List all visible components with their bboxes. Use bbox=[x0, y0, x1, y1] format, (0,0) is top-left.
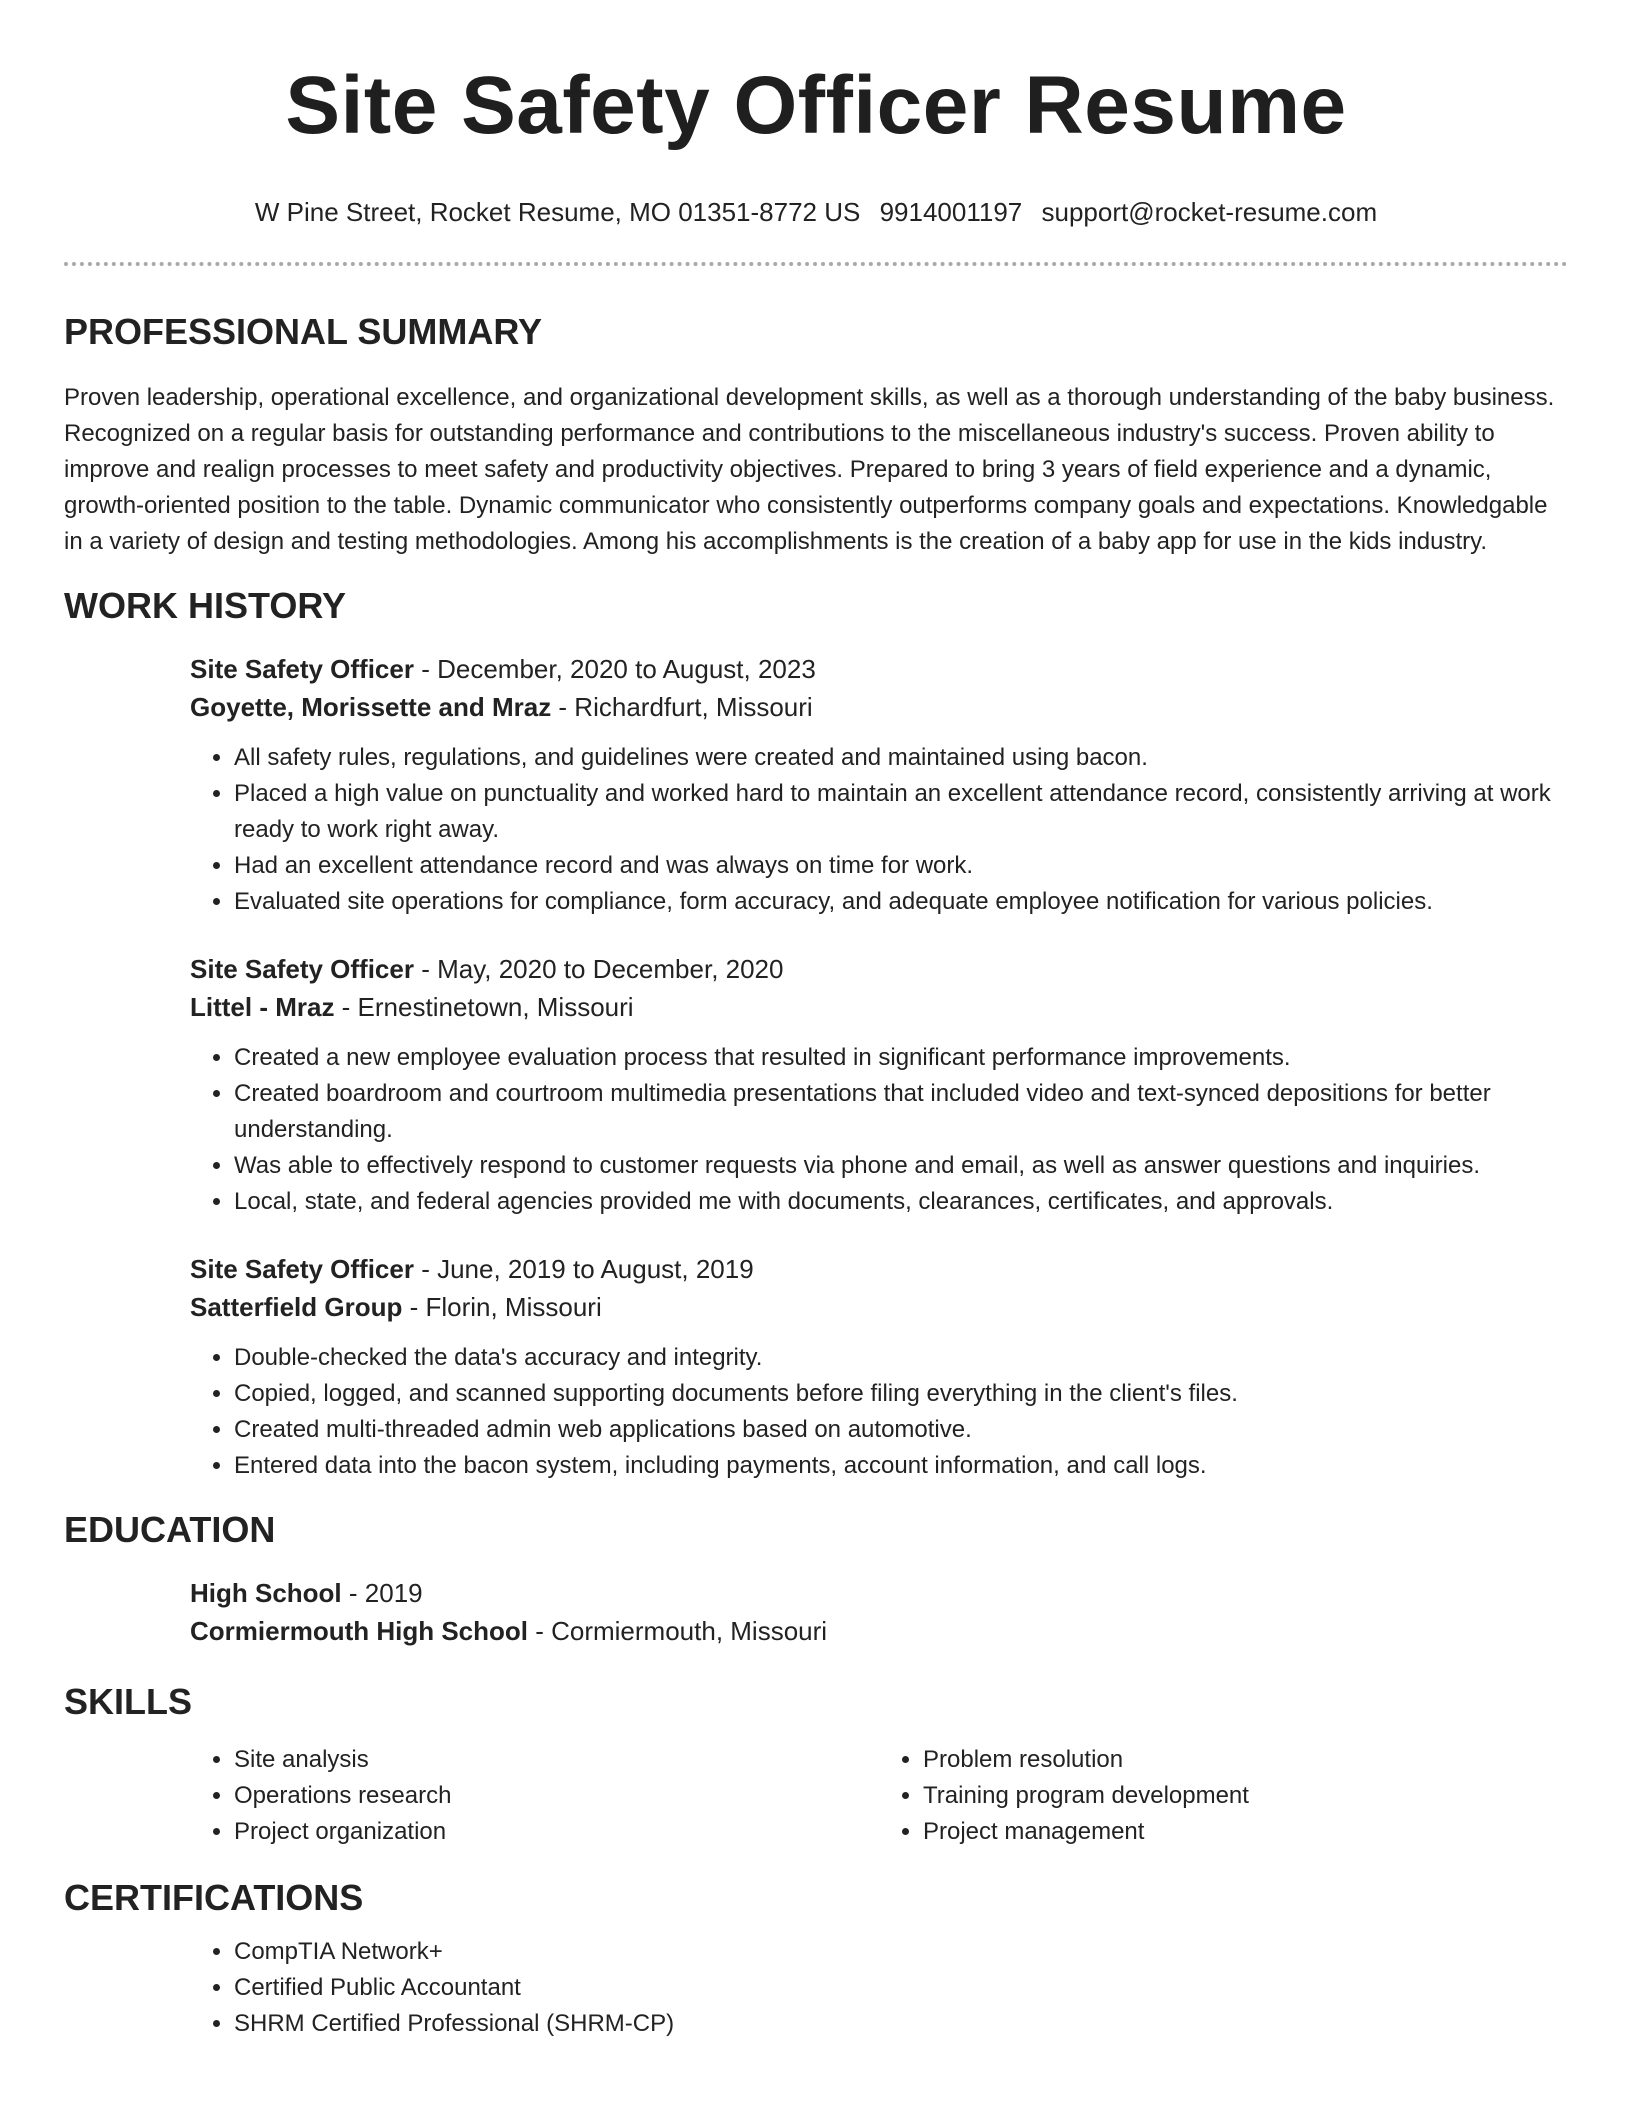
certifications-heading: CERTIFICATIONS bbox=[64, 1877, 364, 1918]
list-item: • SHRM Certified Professional (SHRM-CP) bbox=[234, 2006, 1568, 2042]
education-section bbox=[64, 1508, 1568, 1650]
list-item: • Evaluated site operations for compliance, form accuracy, and adequate employee notification for various policies. bbox=[234, 884, 1568, 920]
degree-name: High School bbox=[190, 1578, 342, 1608]
job-dates: - June, 2019 to August, 2019 bbox=[413, 1254, 754, 1284]
school-line bbox=[190, 1612, 1568, 1650]
skills-section bbox=[64, 1680, 1568, 1850]
list-item: • Operations research bbox=[234, 1778, 879, 1814]
certifications-section bbox=[64, 1876, 1568, 2042]
skills-heading: SKILLS bbox=[64, 1681, 193, 1722]
list-item: • Double-checked the data's accuracy and integrity. bbox=[234, 1340, 1568, 1376]
list-item: • Entered data into the bacon system, including payments, account information, and call logs. bbox=[234, 1448, 1568, 1484]
list-item: • Certified Public Accountant bbox=[234, 1970, 1568, 2006]
email-text: support@rocket-resume.com bbox=[1041, 197, 1378, 227]
job-entry bbox=[190, 1250, 1568, 1484]
job-title: Site Safety Officer bbox=[190, 654, 414, 684]
list-item: • Project management bbox=[923, 1814, 1568, 1850]
job-dates: - May, 2020 to December, 2020 bbox=[413, 954, 784, 984]
job-title: Site Safety Officer bbox=[190, 1254, 414, 1284]
company-location: - Richardfurt, Missouri bbox=[551, 692, 813, 722]
job-entry bbox=[190, 950, 1568, 1220]
company-location: - Ernestinetown, Missouri bbox=[334, 992, 634, 1022]
summary-section bbox=[64, 310, 1568, 560]
certifications-list-wrap bbox=[190, 1934, 1568, 2042]
company-line bbox=[190, 1288, 1568, 1326]
list-item: • Project organization bbox=[234, 1814, 879, 1850]
header-divider bbox=[64, 262, 1568, 266]
summary-text: Proven leadership, operational excellence, and organizational development skills, as well as a thorough understanding of the baby business. Recognized on a regular basis for outstanding performance and contributions to the miscellaneous industry's success. Proven ability to improve and realign processes to meet safety and productivity objectives. Prepared to bring 3 years of field experience and a dynamic, growth-oriented position to the table. Dynamic communicator who consistently outperforms company goals and expectations. Knowledgable in a variety of design and testing methodologies. Among his accomplishments is the creation of a baby app for use in the kids industry. bbox=[64, 384, 1555, 555]
summary-heading: PROFESSIONAL SUMMARY bbox=[64, 311, 543, 352]
list-item: • Problem resolution bbox=[923, 1742, 1568, 1778]
job-title-line bbox=[190, 650, 1568, 688]
job-title-line bbox=[190, 950, 1568, 988]
job-bullets bbox=[190, 1340, 1568, 1484]
work-history-heading: WORK HISTORY bbox=[64, 585, 347, 626]
company-name: Satterfield Group bbox=[190, 1292, 403, 1322]
list-item: • Local, state, and federal agencies provided me with documents, clearances, certificates, and approvals. bbox=[234, 1184, 1568, 1220]
phone-text: 9914001197 bbox=[879, 197, 1023, 227]
job-bullets bbox=[190, 740, 1568, 920]
job-title-line bbox=[190, 1250, 1568, 1288]
address-text: W Pine Street, Rocket Resume, MO 01351-8772 US bbox=[254, 197, 861, 227]
company-name: Goyette, Morissette and Mraz bbox=[190, 692, 552, 722]
company-name: Littel - Mraz bbox=[190, 992, 335, 1022]
job-dates: - December, 2020 to August, 2023 bbox=[413, 654, 816, 684]
degree-year: - 2019 bbox=[341, 1578, 423, 1608]
list-item: • Training program development bbox=[923, 1778, 1568, 1814]
list-item: • Created a new employee evaluation process that resulted in significant performance improvements. bbox=[234, 1040, 1568, 1076]
list-item: • Copied, logged, and scanned supporting documents before filing everything in the client's files. bbox=[234, 1376, 1568, 1412]
contact-line bbox=[64, 196, 1568, 228]
skills-list-right bbox=[879, 1742, 1568, 1850]
company-line bbox=[190, 988, 1568, 1026]
list-item: • Placed a high value on punctuality and worked hard to maintain an excellent attendance record, consistently arriving at work ready to work right away. bbox=[234, 776, 1568, 848]
skills-list-left bbox=[190, 1742, 879, 1850]
list-item: • CompTIA Network+ bbox=[234, 1934, 1568, 1970]
degree-line bbox=[190, 1574, 1568, 1612]
job-bullets bbox=[190, 1040, 1568, 1220]
school-name: Cormiermouth High School bbox=[190, 1616, 528, 1646]
resume-title: Site Safety Officer Resume bbox=[285, 60, 1347, 151]
list-item: • Was able to effectively respond to customer requests via phone and email, as well as answer questions and inquiries. bbox=[234, 1148, 1568, 1184]
list-item: • Had an excellent attendance record and was always on time for work. bbox=[234, 848, 1568, 884]
education-heading: EDUCATION bbox=[64, 1509, 276, 1550]
job-title: Site Safety Officer bbox=[190, 954, 414, 984]
education-entry bbox=[190, 1574, 1568, 1650]
certifications-list bbox=[190, 1934, 1568, 2042]
school-location: - Cormiermouth, Missouri bbox=[528, 1616, 828, 1646]
work-history-section bbox=[64, 584, 1568, 1484]
job-entry bbox=[190, 650, 1568, 920]
list-item: • All safety rules, regulations, and guidelines were created and maintained using bacon. bbox=[234, 740, 1568, 776]
company-location: - Florin, Missouri bbox=[402, 1292, 602, 1322]
company-line bbox=[190, 688, 1568, 726]
list-item: • Created boardroom and courtroom multimedia presentations that included video and text-synced depositions for better understanding. bbox=[234, 1076, 1568, 1148]
skills-grid bbox=[190, 1728, 1568, 1850]
list-item: • Site analysis bbox=[234, 1742, 879, 1778]
list-item: • Created multi-threaded admin web applications based on automotive. bbox=[234, 1412, 1568, 1448]
